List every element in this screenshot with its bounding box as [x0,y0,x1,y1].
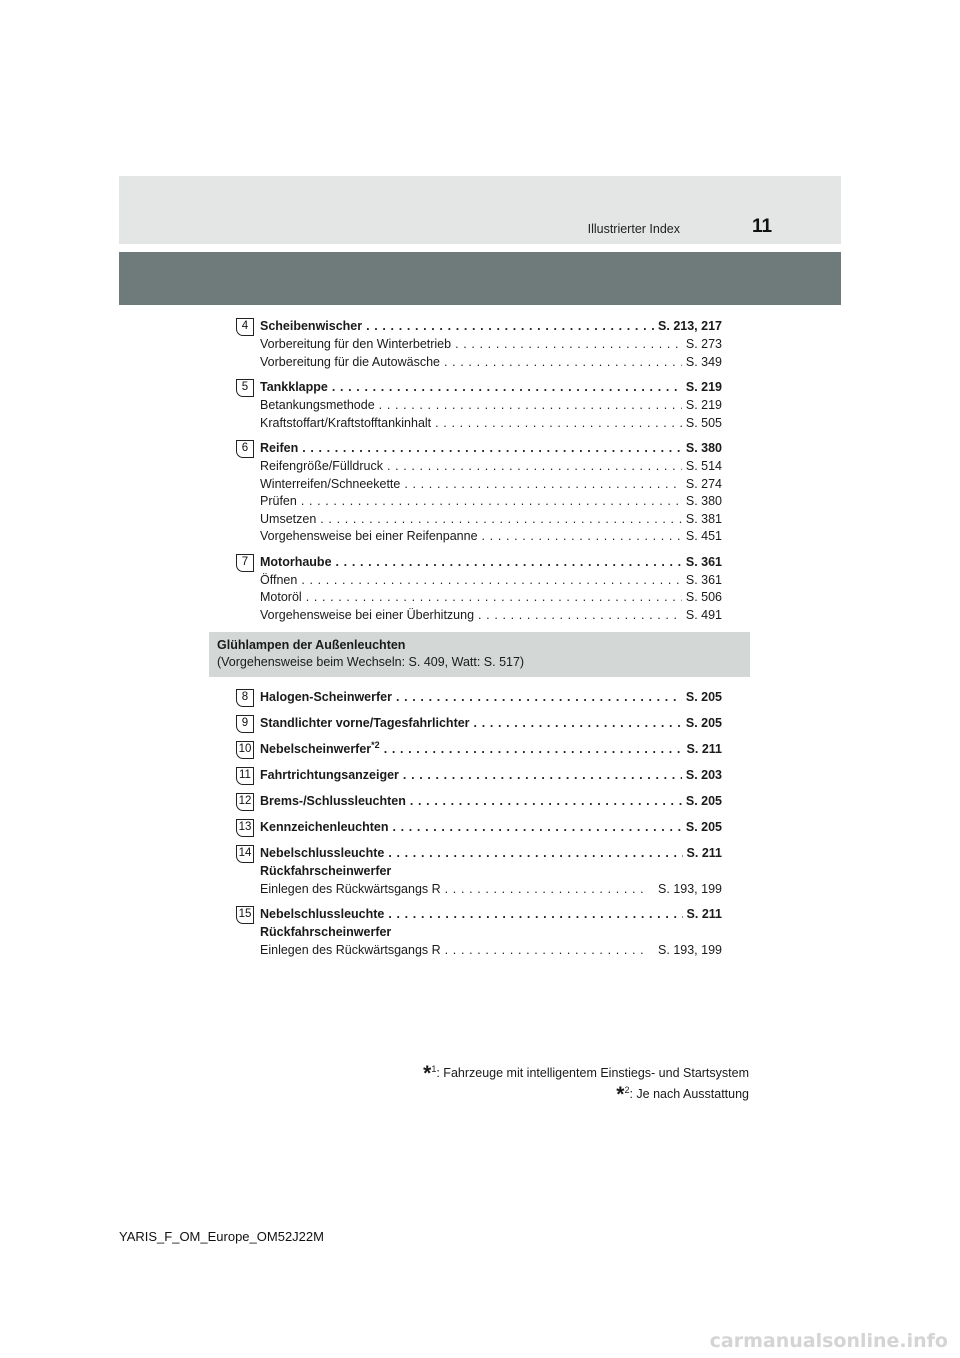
index-entry-plate-lights [236,819,722,837]
index-line: Kennzeichenleuchten . . . S. 205 [236,819,722,837]
index-entry-wipers [236,318,722,371]
index-entries [217,318,722,967]
page-ref-link[interactable]: S. 273 [685,337,722,351]
index-entry-rear-fog-14 [236,845,722,898]
index-entry-fog-lights [236,741,722,759]
page-ref-link[interactable]: S. 361 [685,572,722,587]
index-line: Vorbereitung für den Winterbetrieb . . . S. 273 [236,336,722,354]
index-line: Nebelschlussleuchte . . . S. 211 [236,845,722,863]
index-entry-headlights [236,689,722,707]
page-ref-link[interactable]: S. 514 [685,459,722,473]
item-number-badge: 13 [236,819,254,837]
item-number-badge: 9 [236,715,254,733]
index-line: Prüfen . . . S. 380 [236,493,722,511]
lamps-box-subtitle: (Vorgehensweise beim Wechseln: S. 409, Watt: S. 517) [217,655,525,669]
item-number-badge: 8 [236,689,254,707]
index-line: Motoröl . . . S. 506 [236,589,722,607]
index-line: Halogen-Scheinwerfer . . . S. 205 [236,689,722,707]
exterior-lamps-box [209,632,750,677]
footnotes [423,1061,749,1107]
index-line: Betankungsmethode . . . S. 219 [236,397,722,415]
index-line: Scheibenwischer . . . S. 213, 217 [236,318,722,336]
index-line: Reifengröße/Fülldruck . . . S. 514 [236,458,722,476]
lamps-box-title: Glühlampen der Außenleuchten [217,638,406,652]
item-number-badge: 12 [236,793,254,811]
item-number-badge: 7 [236,554,254,572]
watermark: carmanualsonline.info [709,1330,948,1352]
page-ref-link[interactable]: S. 506 [685,590,722,604]
index-line: Fahrtrichtungsanzeiger . . . S. 203 [236,767,722,785]
page-ref-link[interactable]: S. 381 [685,511,722,526]
index-line: Motorhaube . . . S. 361 [236,554,722,572]
index-line: Vorbereitung für die Autowäsche . . . S. 349 [236,354,722,372]
footnote-1: *$^1$: Fahrzeuge mit intelligentem Einstiegs- und Startsystem [423,1062,749,1086]
page-ref-link[interactable]: S. 219 [685,398,722,412]
document-code: YARIS_F_OM_Europe_OM52J22M [119,1229,324,1244]
index-entry-position-lights [236,715,722,733]
index-line: Einlegen des Rückwärtsgangs R . . . S. 193, 199 [236,881,722,899]
page-ref-link[interactable]: S. 505 [685,415,722,430]
page-ref-link[interactable]: S. 211 [686,846,722,860]
item-number-badge: 11 [236,767,254,785]
index-entry-turn-signals [236,767,722,785]
page-ref-link[interactable]: S. 491 [685,607,722,622]
index-line: Reifen . . . S. 380 [236,440,722,458]
index-line: Kraftstoffart/Kraftstofftankinhalt . . . S. 505 [236,415,722,433]
page-ref-link[interactable]: S. 205 [685,794,722,808]
index-line: Winterreifen/Schneekette . . . S. 274 [236,476,722,494]
index-line: Standlichter vorne/Tagesfahrlichter . . . S. 205 [236,715,722,733]
index-line: Vorgehensweise bei einer Reifenpanne . . . S. 451 [236,528,722,546]
item-number-badge: 14 [236,845,254,863]
page-ref-link[interactable]: S. 205 [685,716,722,730]
page-ref-link[interactable]: S. 203 [685,768,722,782]
page-number: 11 [752,216,773,237]
index-line: Umsetzen . . . S. 381 [236,511,722,529]
page-ref-link[interactable]: S. 205 [685,820,722,834]
page-ref-link[interactable]: S. 274 [685,476,722,491]
header-band [119,176,841,244]
section-title: Illustrierter Index [587,222,680,236]
index-entry-brake-lights [236,793,722,811]
item-number-badge: 10 [236,741,254,759]
item-number-badge: 4 [236,318,254,336]
index-subheading: Rückfahrscheinwerfer [260,925,392,939]
page-ref-link[interactable]: S. 205 [685,690,722,704]
page-ref-link[interactable]: S. 219 [685,380,722,394]
header-dark-band [119,252,841,305]
index-subheading: Rückfahrscheinwerfer [260,864,392,878]
index-line: Öffnen . . . S. 361 [236,572,722,590]
index-entry-hood [236,554,722,625]
index-line: Vorgehensweise bei einer Überhitzung . . . S. 491 [236,607,722,625]
page-ref-link[interactable]: S. 361 [685,554,722,569]
page-ref-link[interactable]: S. 211 [686,742,722,756]
footnote-2: *$^2$: Je nach Ausstattung [616,1083,749,1107]
page-ref-link[interactable]: S. 211 [686,907,722,921]
index-entry-rear-fog-15 [236,906,722,959]
index-line: Nebelschlussleuchte . . . S. 211 [236,906,722,924]
item-number-badge: 15 [236,906,254,924]
page-ref-link[interactable]: S. 213, 217 [658,319,722,333]
index-line: Einlegen des Rückwärtsgangs R . . . S. 193, 199 [236,942,722,960]
footnote-marker: *2 [371,739,380,750]
page-ref-link[interactable]: S. 380 [685,441,722,455]
index-line: Brems-/Schlussleuchten . . . S. 205 [236,793,722,811]
page-ref-link[interactable]: S. 349 [685,354,722,369]
page-ref-link[interactable]: S. 380 [685,494,722,508]
index-line: Tankklappe . . . S. 219 [236,379,722,397]
item-number-badge: 5 [236,379,254,397]
item-number-badge: 6 [236,440,254,458]
page-ref-link[interactable]: S. 193, 199 [658,881,722,896]
page-ref-link[interactable]: S. 193, 199 [658,942,722,957]
index-line: Nebelscheinwerfer$^{*2}$ . . . S. 211 [236,741,722,759]
index-entry-tires [236,440,722,546]
page-ref-link[interactable]: S. 451 [685,529,722,543]
index-entry-fuel-door [236,379,722,432]
